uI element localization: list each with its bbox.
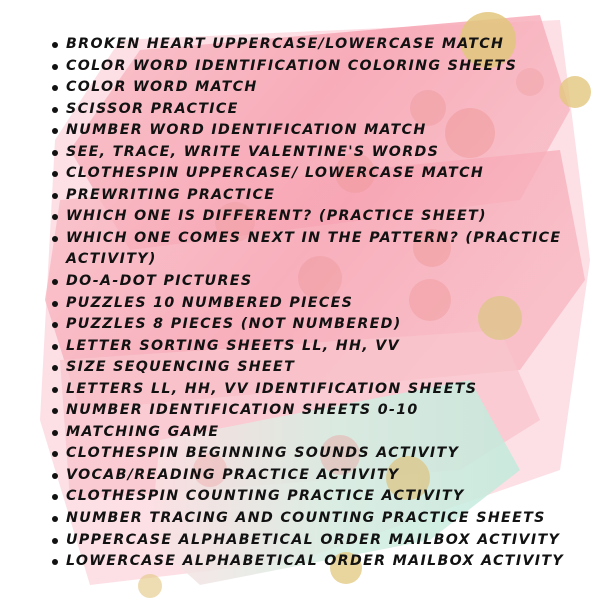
list-item: [49, 443, 597, 465]
list-item-text: COLOR WORD MATCH: [66, 79, 258, 96]
list-item: [49, 142, 597, 164]
bullet-icon: [52, 171, 58, 177]
list-item: [49, 508, 597, 530]
bullet-icon: [52, 408, 58, 414]
list-item: [49, 314, 597, 336]
list-item: [49, 530, 597, 552]
bullet-icon: [52, 214, 58, 220]
bullet-icon: [52, 279, 58, 285]
bullet-icon: [52, 150, 58, 156]
list-item: [49, 56, 597, 78]
bullet-icon: [52, 193, 58, 199]
bullet-icon: [52, 451, 58, 457]
list-item-text: LOWERCASE ALPHABETICAL ORDER MAILBOX ACTIVITY: [66, 553, 565, 570]
list-item: [49, 99, 597, 121]
list-item: [49, 357, 597, 379]
bullet-icon: [52, 387, 58, 393]
list-item-text: PREWRITING PRACTICE: [66, 186, 276, 203]
list-item: [49, 163, 597, 185]
gold-dot: [138, 574, 162, 598]
list-item: [49, 206, 597, 228]
list-item-text: BROKEN HEART UPPERCASE/LOWERCASE MATCH: [66, 36, 505, 52]
list-item-text: CLOTHESPIN COUNTING PRACTICE ACTIVITY: [66, 488, 465, 505]
list-item-text: UPPERCASE ALPHABETICAL ORDER MAILBOX ACTIVITY: [66, 531, 561, 548]
list-item-text: NUMBER IDENTIFICATION SHEETS 0-10: [66, 402, 419, 419]
list-item-text: NUMBER TRACING AND COUNTING PRACTICE SHEETS: [66, 510, 546, 527]
list-item: [49, 34, 597, 56]
list-item-text: PUZZLES 8 PIECES (NOT NUMBERED): [66, 316, 402, 333]
bullet-icon: [52, 365, 58, 371]
bullet-icon: [52, 344, 58, 350]
bullet-icon: [52, 64, 58, 70]
list-item-text: LETTERS LL, HH, VV IDENTIFICATION SHEETS: [66, 380, 478, 397]
bullet-icon: [52, 85, 58, 91]
list-item: [49, 228, 597, 271]
list-item: [49, 400, 597, 422]
list-item: [49, 379, 597, 401]
list-item-text: SCISSOR PRACTICE: [66, 100, 239, 117]
list-item-text: NUMBER WORD IDENTIFICATION MATCH: [66, 122, 427, 139]
list-item: [49, 271, 597, 293]
list-item: [49, 77, 597, 99]
bullet-icon: [52, 516, 58, 522]
list-item-text: WHICH ONE COMES NEXT IN THE PATTERN? (PRACTICE ACTIVITY): [66, 229, 562, 268]
bullet-icon: [52, 107, 58, 113]
list-item: [49, 486, 597, 508]
list-item: [49, 422, 597, 444]
bullet-icon: [52, 322, 58, 328]
bullet-icon: [52, 473, 58, 479]
list-item-text: SEE, TRACE, WRITE VALENTINE'S WORDS: [66, 143, 440, 160]
bullet-icon: [52, 559, 58, 565]
bullet-icon: [52, 128, 58, 134]
list-item-text: MATCHING GAME: [66, 423, 220, 440]
list-item-text: DO-A-DOT PICTURES: [66, 273, 253, 290]
list-item: [49, 336, 597, 358]
bullet-icon: [52, 538, 58, 544]
bullet-icon: [52, 42, 58, 48]
list-item-text: CLOTHESPIN BEGINNING SOUNDS ACTIVITY: [66, 445, 460, 462]
bullet-icon: [52, 301, 58, 307]
activity-checklist: [49, 34, 597, 573]
list-item-text: CLOTHESPIN UPPERCASE/ LOWERCASE MATCH: [66, 165, 485, 182]
list-item: [49, 465, 597, 487]
list-item-text: PUZZLES 10 NUMBERED PIECES: [66, 294, 354, 311]
list-item-text: COLOR WORD IDENTIFICATION COLORING SHEETS: [66, 57, 518, 74]
bullet-icon: [52, 494, 58, 500]
list-item: [49, 293, 597, 315]
list-item: [49, 185, 597, 207]
list-item-text: WHICH ONE IS DIFFERENT? (PRACTICE SHEET): [66, 208, 487, 225]
list-item-text: SIZE SEQUENCING SHEET: [66, 359, 296, 376]
list-item: [49, 120, 597, 142]
list-item-text: VOCAB/READING PRACTICE ACTIVITY: [66, 466, 400, 483]
bullet-icon: [52, 430, 58, 436]
list-item-text: LETTER SORTING SHEETS LL, HH, VV: [66, 337, 400, 354]
list-item: [49, 551, 597, 573]
bullet-icon: [52, 236, 58, 242]
